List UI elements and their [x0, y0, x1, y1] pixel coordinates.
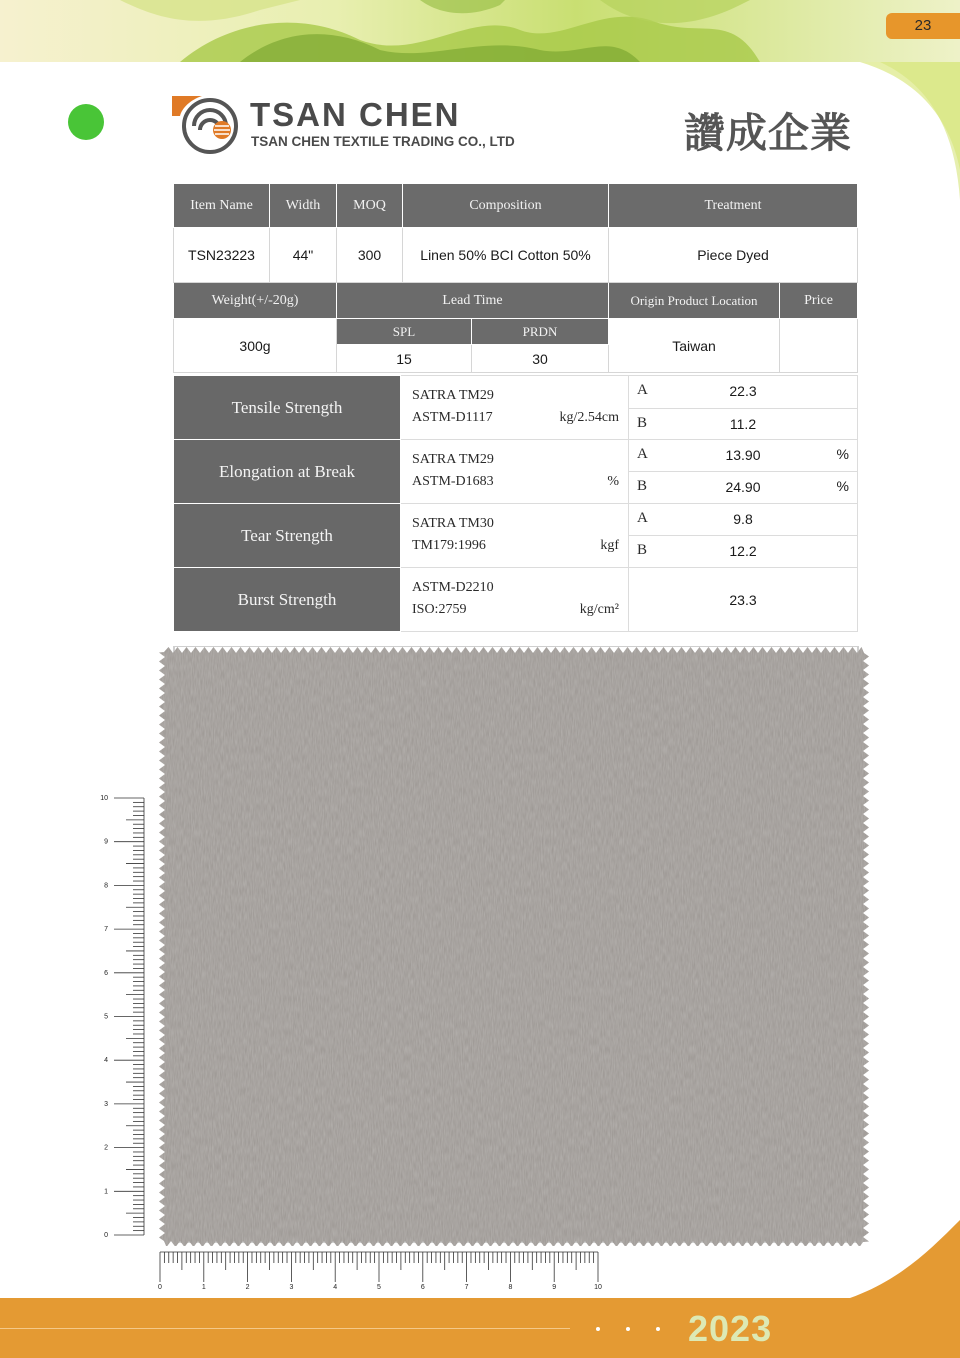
header-lead-time: Lead Time [337, 283, 609, 319]
result-value: 11.2 [729, 415, 757, 432]
ruler-label: 5 [104, 1013, 108, 1021]
ruler-label: 8 [508, 1284, 513, 1291]
header-origin: Origin Product Location [609, 283, 780, 319]
test-results-table [173, 375, 858, 632]
test-name-tensile: Tensile Strength [174, 376, 401, 440]
ruler-label: 8 [104, 882, 108, 890]
header-price: Price [780, 283, 858, 319]
result-row [629, 536, 858, 568]
fabric-swatch-image [158, 646, 870, 1246]
method-line2: ASTM-D1683 [412, 474, 494, 489]
ruler-label: 6 [420, 1284, 425, 1291]
ruler-label: 3 [289, 1284, 294, 1291]
header-spl: SPL [337, 319, 472, 345]
brand-name: TSAN CHEN [250, 96, 461, 133]
item-name-value: TSN23223 [174, 228, 270, 283]
header-width: Width [270, 184, 337, 228]
header-moq: MOQ [337, 184, 403, 228]
method-line1: SATRA TM30 [412, 516, 494, 531]
ruler-label: 1 [201, 1284, 206, 1291]
spl-value: 15 [337, 345, 472, 373]
test-method-tensile [401, 376, 629, 440]
result-value: 9.8 [733, 511, 753, 527]
result-label: A [637, 446, 648, 462]
ruler-label: 7 [104, 926, 108, 934]
composition-value: Linen 50% BCI Cotton 50% [403, 228, 609, 283]
ruler-label: 10 [594, 1284, 602, 1291]
ruler-ticks [114, 798, 144, 1235]
result-row [629, 408, 858, 440]
result-suffix: % [836, 478, 849, 494]
test-method-tear [401, 504, 629, 568]
width-value: 44" [270, 228, 337, 283]
ruler-label: 6 [104, 969, 108, 977]
method-line1: ASTM-D2210 [412, 580, 494, 595]
method-unit: kg/2.54cm [559, 410, 619, 425]
header-item-name: Item Name [174, 184, 270, 228]
result-suffix: % [836, 446, 849, 462]
ruler-label: 3 [104, 1100, 108, 1108]
origin-value: Taiwan [609, 319, 780, 373]
spec-table [173, 183, 858, 373]
method-line2: ASTM-D1117 [412, 410, 493, 425]
result-label: B [637, 542, 648, 558]
footer-year: 2023 [688, 1308, 773, 1349]
ruler-label: 9 [552, 1284, 557, 1291]
footer-dot [626, 1327, 630, 1331]
weight-value: 300g [174, 319, 337, 373]
ruler-label: 1 [104, 1188, 108, 1196]
brand-subtitle: TSAN CHEN TEXTILE TRADING CO., LTD [251, 134, 515, 149]
test-method-burst [401, 568, 629, 632]
page-number: 23 [886, 13, 960, 39]
brand-chinese-name: 讚成企業 [684, 109, 852, 157]
header-banner [0, 0, 960, 62]
price-value [780, 319, 858, 373]
method-unit: % [607, 474, 619, 489]
company-logo-icon [172, 96, 238, 154]
method-unit: kgf [600, 538, 619, 553]
footer-dot [656, 1327, 660, 1331]
result-label: B [637, 478, 648, 494]
ruler-label: 5 [377, 1284, 381, 1291]
footer-dot [596, 1327, 600, 1331]
test-method-elongation [401, 440, 629, 504]
ruler-label: 7 [464, 1284, 469, 1291]
ruler-label: 0 [104, 1232, 108, 1239]
footer-line [0, 1328, 570, 1329]
green-dot-marker [68, 104, 104, 140]
vertical-ruler [96, 790, 148, 1242]
result-row [629, 376, 858, 409]
ruler-label: 0 [158, 1284, 162, 1291]
burst-result-value: 23.3 [629, 568, 858, 632]
result-label: A [637, 382, 648, 398]
header-composition: Composition [403, 184, 609, 228]
test-name-burst: Burst Strength [174, 568, 401, 632]
result-row [629, 504, 858, 536]
treatment-value: Piece Dyed [609, 228, 858, 283]
ruler-label: 4 [333, 1284, 338, 1291]
method-line1: SATRA TM29 [412, 452, 494, 467]
horizontal-ruler [150, 1248, 608, 1294]
method-line2: ISO:2759 [412, 602, 467, 617]
result-row [629, 440, 858, 472]
result-row [629, 472, 858, 504]
method-line2: TM179:1996 [412, 538, 486, 553]
ruler-label: 2 [104, 1144, 108, 1152]
result-value: 12.2 [729, 543, 757, 559]
ruler-label: 2 [245, 1284, 250, 1291]
result-value: 22.3 [729, 383, 757, 399]
header-weight: Weight(+/-20g) [174, 283, 337, 319]
test-name-tear: Tear Strength [174, 504, 401, 568]
header-treatment: Treatment [609, 184, 858, 228]
header-prdn: PRDN [472, 319, 609, 345]
method-line1: SATRA TM29 [412, 388, 494, 403]
result-label: A [637, 510, 648, 526]
method-unit: kg/cm² [579, 602, 619, 617]
ruler-label: 9 [104, 838, 108, 846]
test-name-elongation: Elongation at Break [174, 440, 401, 504]
result-label: B [637, 414, 648, 431]
result-value: 13.90 [725, 447, 761, 463]
ruler-ticks [160, 1252, 598, 1282]
moq-value: 300 [337, 228, 403, 283]
ruler-label: 4 [104, 1057, 108, 1065]
result-value: 24.90 [725, 479, 761, 495]
ruler-label: 10 [100, 795, 108, 802]
prdn-value: 30 [472, 345, 609, 373]
